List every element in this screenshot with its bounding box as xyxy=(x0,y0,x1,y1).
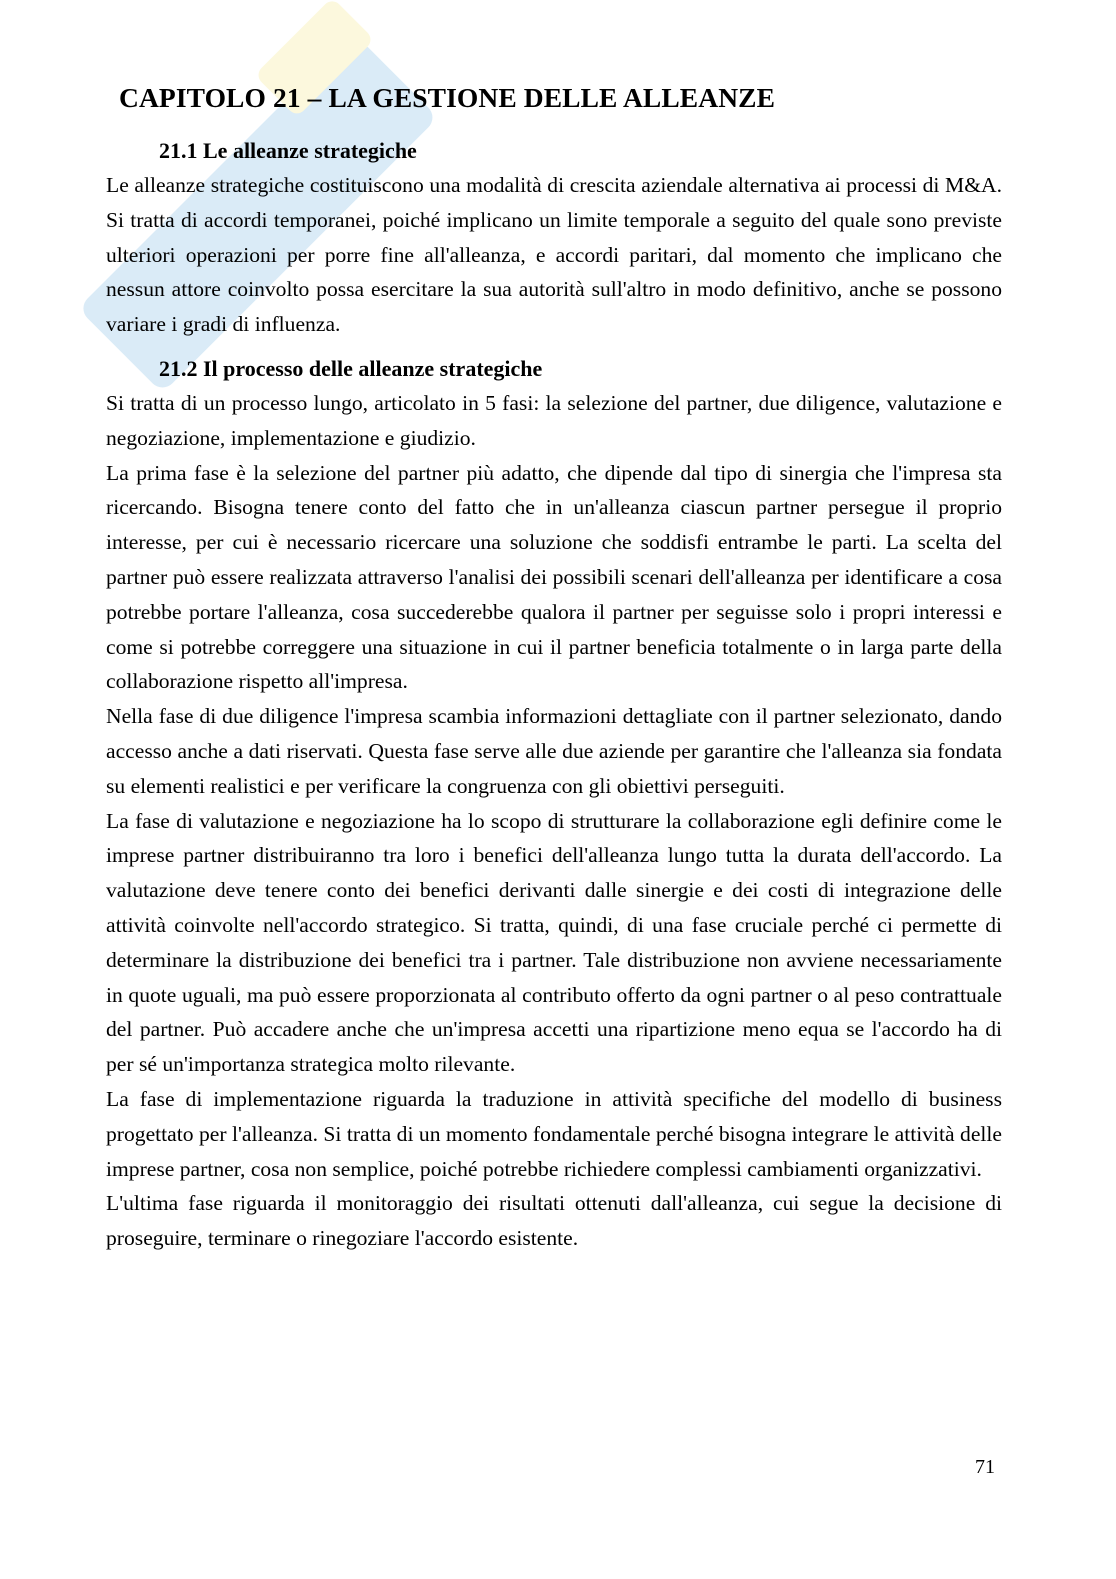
section-21-2-paragraph-5: La fase di implementazione riguarda la traduzione in attività specifiche del modello di business progettato per l'alleanza. Si tratta di un momento fondamentale perché bisogna integrare le attività delle imprese partner, cosa non semplice, poiché potrebbe richiedere complessi cambiamenti organizzativi. xyxy=(106,1086,1002,1181)
chapter-title: CAPITOLO 21 – LA GESTIONE DELLE ALLEANZE xyxy=(119,82,776,113)
section-21-2-paragraph-6: L'ultima fase riguarda il monitoraggio dei risultati ottenuti dall'alleanza, cui segue la decisione di proseguire, terminare o rinegoziare l'accordo esistente. xyxy=(106,1191,1002,1251)
section-21-2-paragraph-3: Nella fase di due diligence l'impresa scambia informazioni dettagliate con il partner selezionato, dando accesso anche a dati riservati. Questa fase serve alle due aziende per garantire che l'alleanza sia fondata su elementi realistici e per verificare la congruenza con gli obiettivi perseguiti. xyxy=(106,704,1002,798)
document-page xyxy=(106,78,1002,1256)
section-21-2-paragraph-4: La fase di valutazione e negoziazione ha lo scopo di strutturare la collaborazione egli definire come le imprese partner distribuiranno tra loro i benefici dell'alleanza lungo tutta la durata dell'accordo. La valutazione deve tenere conto dei benefici derivanti dalle sinergie e dei costi di integrazione delle attività coinvolte nell'accordo strategico. Si tratta, quindi, di una fase cruciale perché ci permette di determinare la distribuzione dei benefici tra i partner. Tale distribuzione non avviene necessariamente in quote uguali, ma può essere proporzionata al contributo offerto da ogni partner o al peso contrattuale del partner. Può accadere anche che un'impresa accetti una ripartizione meno equa se l'accordo ha di per sé un'importanza strategica molto rilevante. xyxy=(106,808,1002,1077)
section-heading-21-2: 21.2 Il processo delle alleanze strategiche xyxy=(159,355,543,381)
section-21-1-paragraph-1: Le alleanze strategiche costituiscono una modalità di crescita aziendale alternativa ai processi di M&A. Si tratta di accordi temporanei, poiché implicano un limite temporale a seguito del quale sono previste ulteriori operazioni per porre fine all'alleanza, e accordi paritari, dal momento che implicano che nessun attore coinvolto possa esercitare la sua autorità sull'altro in modo definitivo, anche se possono variare i gradi di influenza. xyxy=(106,173,1002,337)
page-number: 71 xyxy=(975,1456,995,1478)
section-heading-21-1: 21.1 Le alleanze strategiche xyxy=(159,138,417,163)
section-21-2-paragraph-2: La prima fase è la selezione del partner più adatto, che dipende dal tipo di sinergia che l'impresa sta ricercando. Bisogna tenere conto del fatto che in un'alleanza ciascun partner persegue il proprio interesse, per cui è necessario ricercare una soluzione che soddisfi entrambe le parti. La scelta del partner può essere realizzata attraverso l'analisi dei possibili scenari dell'alleanza per identificare a cosa potrebbe portare l'alleanza, cosa succederebbe qualora il partner per seguisse solo i propri interessi e come si potrebbe correggere una situazione in cui il partner beneficia totalmente o in larga parte della collaborazione rispetto all'impresa. xyxy=(106,460,1002,694)
section-21-2-paragraph-1: Si tratta di un processo lungo, articolato in 5 fasi: la selezione del partner, due diligence, valutazione e negoziazione, implementazione e giudizio. xyxy=(106,390,1002,450)
